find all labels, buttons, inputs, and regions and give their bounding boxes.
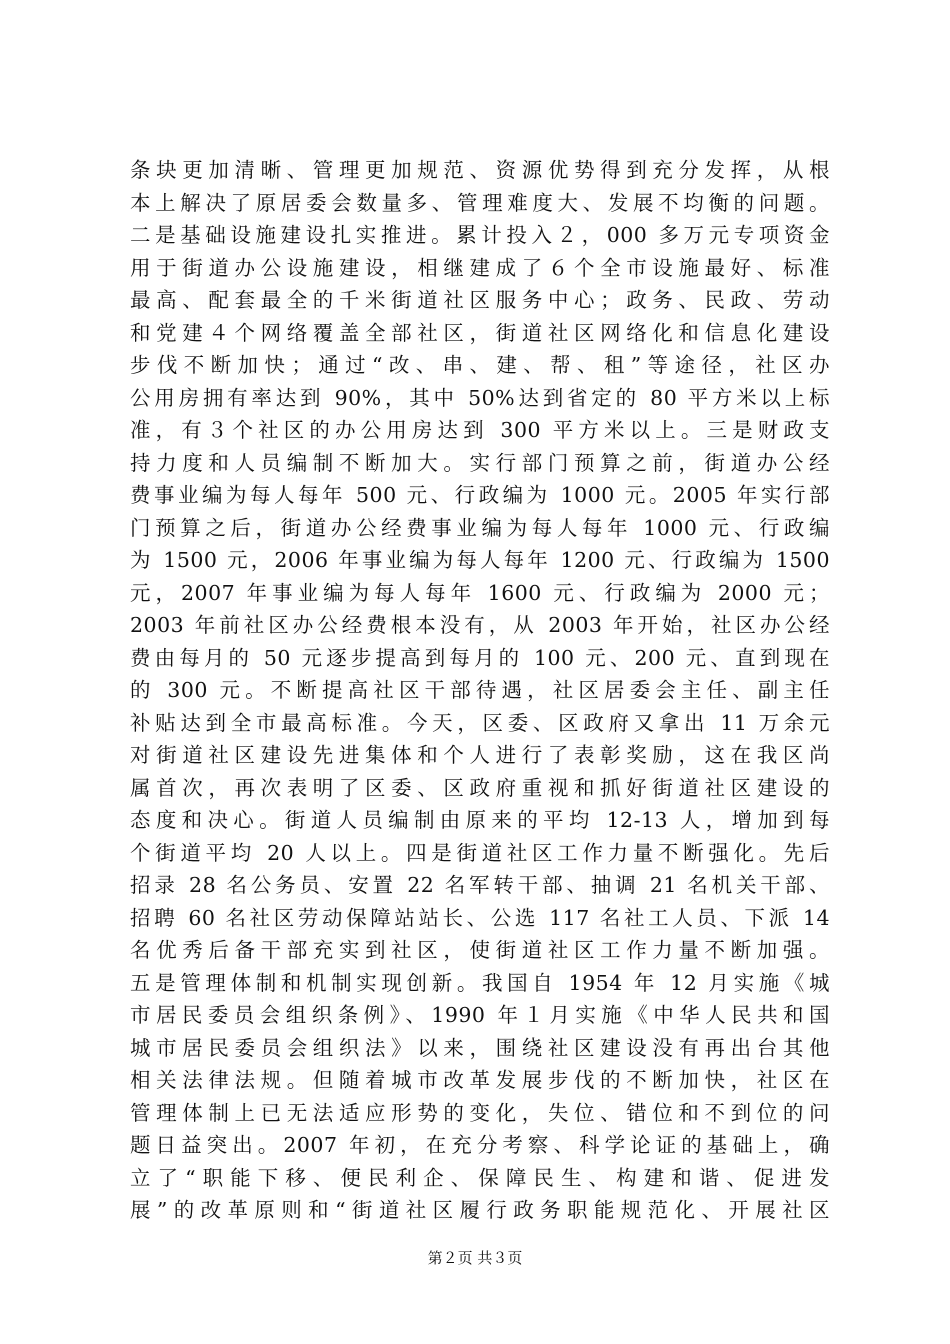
text-line: 持力度和人员编制不断加大。实行部门预算之前，街道办公经 (130, 450, 830, 475)
text-line: 个街道平均 20 人以上。四是街道社区工作力量不断强化。先后 (130, 840, 830, 865)
text-line: 城市居民委员会组织法》以来，围绕社区建设没有再出台其他 (130, 1035, 830, 1060)
text-line: 条块更加清晰、管理更加规范、资源优势得到充分发挥，从根 (130, 158, 830, 182)
text-line: 为 1500 元，2006 年事业编为每人每年 1200 元、行政编为 1500 (130, 548, 830, 572)
text-line: 题日益突出。2007 年初，在充分考察、科学论证的基础上，确 (130, 1133, 830, 1157)
text-line: 2003 年前社区办公经费根本没有，从 2003 年开始，社区办公经 (130, 613, 830, 637)
text-line: 招录 28 名公务员、安置 22 名军转干部、抽调 21 名机关干部、 (130, 873, 830, 897)
text-line: 用于街道办公设施建设，相继建成了６个全市设施最好、标准 (130, 255, 830, 280)
text-line: 属首次，再次表明了区委、区政府重视和抓好街道社区建设的 (130, 775, 830, 800)
text-line: 五是管理体制和机制实现创新。我国自 1954 年 12 月实施《城 (130, 970, 830, 995)
text-line: 补贴达到全市最高标准。今天，区委、区政府又拿出 11 万余元 (130, 710, 830, 735)
text-line: 和党建４个网络覆盖全部社区，街道社区网络化和信息化建设 (130, 320, 830, 345)
text-line: 步伐不断加快；通过“改、串、建、帮、租”等途径，社区办 (130, 353, 830, 377)
page-number-label: 第２页 共３页 (427, 1249, 523, 1267)
text-line: 态度和决心。街道人员编制由原来的平均 12-13 人，增加到每 (130, 808, 830, 832)
text-line: 元，2007 年事业编为每人每年 1600 元、行政编为 2000 元； (130, 580, 830, 605)
text-line: 二是基础设施建设扎实推进。累计投入２，000 多万元专项资金 (130, 223, 830, 247)
text-line: 立了“职能下移、便民利企、保障民生、构建和谐、促进发 (130, 1165, 830, 1190)
body-text (130, 154, 830, 1227)
text-line: 名优秀后备干部充实到社区，使街道社区工作力量不断加强。 (130, 938, 830, 962)
text-line: 费由每月的 50 元逐步提高到每月的 100 元、200 元、直到现在 (130, 645, 830, 670)
text-line: 费事业编为每人每年 500 元、行政编为 1000 元。2005 年实行部 (130, 483, 830, 507)
text-line: 本上解决了原居委会数量多、管理难度大、发展不均衡的问题。 (130, 190, 830, 215)
text-line: 的 300 元。不断提高社区干部待遇，社区居委会主任、副主任 (130, 678, 830, 702)
text-line: 招聘 60 名社区劳动保障站站长、公选 117 名社工人员、下派 14 (130, 905, 830, 930)
text-line: 准，有３个社区的办公用房达到 300 平方米以上。三是财政支 (130, 418, 830, 442)
text-line: 对街道社区建设先进集体和个人进行了表彰奖励，这在我区尚 (130, 743, 830, 767)
text-line: 相关法律法规。但随着城市改革发展步伐的不断加快，社区在 (130, 1068, 830, 1092)
text-line: 公用房拥有率达到 90%，其中 50%达到省定的 80 平方米以上标 (130, 385, 830, 410)
page-footer (0, 1248, 950, 1268)
text-line: 管理体制上已无法适应形势的变化，失位、错位和不到位的问 (130, 1100, 830, 1125)
text-line: 市居民委员会组织条例》、1990 年１月实施《中华人民共和国 (130, 1003, 830, 1027)
text-line: 门预算之后，街道办公经费事业编为每人每年 1000 元、行政编 (130, 515, 830, 540)
text-line: 最高、配套最全的千米街道社区服务中心；政务、民政、劳动 (130, 288, 830, 312)
text-line: 展”的改革原则和“街道社区履行政务职能规范化、开展社区 (130, 1198, 830, 1222)
